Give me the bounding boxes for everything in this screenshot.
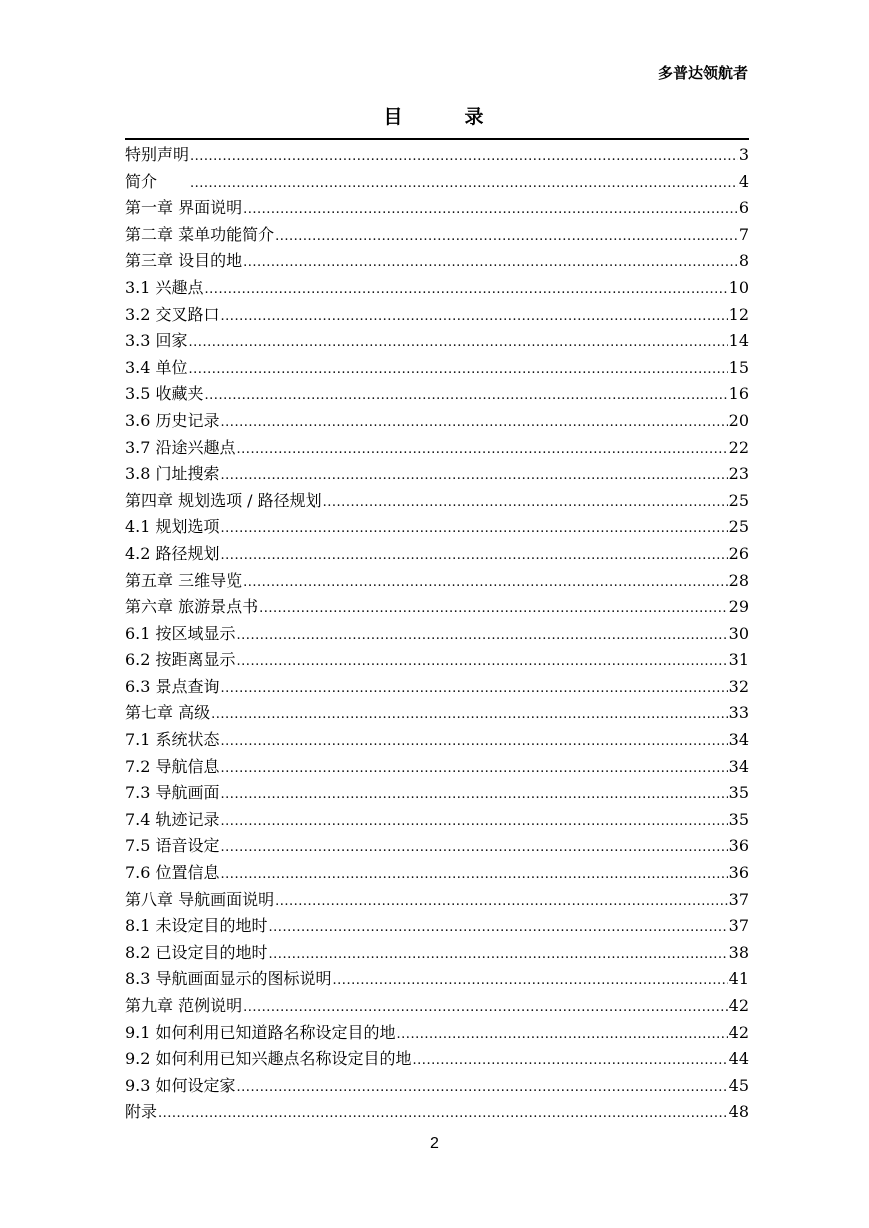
toc-entry[interactable] xyxy=(125,833,749,860)
toc-entry-title: 特别声明 xyxy=(125,145,190,164)
toc-leader-dots xyxy=(323,490,728,515)
toc-leader-dots xyxy=(237,649,728,674)
toc-entry-title: 第八章 导航画面说明 xyxy=(125,889,275,909)
toc-entry-title: 7.2 导航信息 xyxy=(125,756,220,776)
toc-entry[interactable] xyxy=(125,169,749,196)
toc-entry[interactable] xyxy=(125,887,749,914)
toc-entry-title: 9.1 如何利用已知道路名称设定目的地 xyxy=(125,1022,396,1042)
toc-entry[interactable] xyxy=(125,355,749,382)
toc-leader-dots xyxy=(221,756,728,781)
toc-entry-page: 26 xyxy=(728,543,749,563)
toc-leader-dots xyxy=(158,1101,728,1126)
toc-entry-page: 33 xyxy=(728,703,749,723)
toc-entry[interactable] xyxy=(125,1073,749,1100)
toc-leader-dots xyxy=(259,596,728,621)
toc-entry-title: 8.1 未设定目的地时 xyxy=(125,916,268,936)
running-header: 多普达领航者 xyxy=(657,64,748,82)
toc-entry-title: 7.1 系统状态 xyxy=(125,730,220,750)
toc-entry-page: 3 xyxy=(738,145,749,164)
toc-entry-page: 10 xyxy=(728,277,749,297)
toc-entry-page: 34 xyxy=(728,730,749,750)
toc-entry-title: 3.1 兴趣点 xyxy=(125,277,204,297)
toc-leader-dots xyxy=(269,942,728,967)
toc-entry-page: 42 xyxy=(728,996,749,1015)
toc-entry-title: 7.3 导航画面 xyxy=(125,783,220,803)
toc-leader-dots xyxy=(237,623,728,648)
toc-leader-dots xyxy=(413,1048,728,1073)
toc-entry[interactable] xyxy=(125,966,749,993)
toc-entry[interactable] xyxy=(125,142,749,169)
toc-entry-page: 30 xyxy=(728,623,749,643)
toc-entry-page: 14 xyxy=(728,331,749,351)
toc-entry-page: 35 xyxy=(728,783,749,803)
toc-entry-title: 3.2 交叉路口 xyxy=(125,304,220,324)
toc-entry-title: 第三章 设目的地 xyxy=(125,251,243,271)
toc-entry-page: 29 xyxy=(728,597,749,617)
toc-entry[interactable] xyxy=(125,328,749,355)
toc-entry-page: 36 xyxy=(728,863,749,883)
toc-leader-dots xyxy=(243,570,728,595)
toc-entry[interactable] xyxy=(125,993,749,1020)
toc-entry-title: 7.6 位置信息 xyxy=(125,863,220,883)
toc-entry[interactable] xyxy=(125,727,749,754)
toc-entry-title: 8.2 已设定目的地时 xyxy=(125,942,268,962)
toc-entry-title: 3.3 回家 xyxy=(125,331,188,351)
toc-entry[interactable] xyxy=(125,807,749,834)
toc-entry-page: 8 xyxy=(738,251,749,271)
toc-leader-dots xyxy=(237,437,728,462)
toc-leader-dots xyxy=(190,144,738,169)
toc-leader-dots xyxy=(211,702,728,727)
toc-entry-page: 44 xyxy=(728,1049,749,1069)
toc-title-right: 录 xyxy=(464,106,486,128)
toc-entry-title: 7.4 轨迹记录 xyxy=(125,809,220,829)
toc-entry-title: 6.1 按区域显示 xyxy=(125,623,236,643)
toc-leader-dots xyxy=(221,304,728,329)
toc-entry-page: 32 xyxy=(728,676,749,696)
toc-entry[interactable] xyxy=(125,647,749,674)
toc-entry-title: 简介 xyxy=(125,171,190,191)
toc-entry[interactable] xyxy=(125,674,749,701)
toc-entry-page: 25 xyxy=(728,490,749,510)
toc-entry[interactable] xyxy=(125,408,749,435)
toc-leader-dots xyxy=(275,889,728,914)
toc-entry[interactable] xyxy=(125,435,749,462)
toc-entry-page: 34 xyxy=(728,756,749,776)
toc-entry[interactable] xyxy=(125,621,749,648)
toc-entry-page: 41 xyxy=(728,969,749,989)
toc-entry-page: 35 xyxy=(728,809,749,829)
toc-entry[interactable] xyxy=(125,860,749,887)
toc-entry[interactable] xyxy=(125,780,749,807)
page-number: 2 xyxy=(430,1135,439,1152)
toc-entry[interactable] xyxy=(125,541,749,568)
toc-entry-title: 4.1 规划选项 xyxy=(125,517,220,537)
toc-title-left: 目 xyxy=(383,106,405,128)
toc-leader-dots xyxy=(397,1022,728,1047)
toc-leader-dots xyxy=(221,410,728,435)
toc-entry-title: 第七章 高级 xyxy=(125,703,211,723)
toc-entry-page: 16 xyxy=(728,384,749,404)
toc-title xyxy=(0,102,869,129)
toc-entry[interactable] xyxy=(125,514,749,541)
toc-leader-dots xyxy=(237,1075,728,1100)
toc-entry-title: 3.6 历史记录 xyxy=(125,410,220,430)
toc-entry-title: 8.3 导航画面显示的图标说明 xyxy=(125,969,332,989)
toc-entry[interactable] xyxy=(125,302,749,329)
toc-entry-title: 6.3 景点查询 xyxy=(125,676,220,696)
toc-leader-dots xyxy=(189,330,728,355)
toc-entry-page: 12 xyxy=(728,304,749,324)
toc-entry[interactable] xyxy=(125,940,749,967)
toc-entry[interactable] xyxy=(125,275,749,302)
toc-entry-title: 3.5 收藏夹 xyxy=(125,384,204,404)
toc-leader-dots xyxy=(243,250,738,275)
toc-entry-page: 36 xyxy=(728,836,749,856)
toc-leader-dots xyxy=(221,516,728,541)
toc-entry[interactable] xyxy=(125,1099,749,1126)
toc-entry-title: 3.7 沿途兴趣点 xyxy=(125,437,236,457)
toc-entry-title: 第九章 范例说明 xyxy=(125,996,243,1015)
toc-list xyxy=(125,142,749,1126)
toc-entry-title: 4.2 路径规划 xyxy=(125,543,220,563)
toc-entry[interactable] xyxy=(125,754,749,781)
toc-entry-page: 25 xyxy=(728,517,749,537)
toc-leader-dots xyxy=(221,729,728,754)
toc-entry-title: 第一章 界面说明 xyxy=(125,198,243,218)
toc-entry-page: 20 xyxy=(728,410,749,430)
toc-entry-page: 15 xyxy=(728,357,749,377)
toc-entry[interactable] xyxy=(125,913,749,940)
toc-leader-dots xyxy=(205,277,728,302)
toc-entry-title: 6.2 按距离显示 xyxy=(125,650,236,670)
toc-entry[interactable] xyxy=(125,1046,749,1073)
toc-entry[interactable] xyxy=(125,461,749,488)
toc-entry[interactable] xyxy=(125,248,749,275)
toc-leader-dots xyxy=(221,463,728,488)
toc-entry[interactable] xyxy=(125,700,749,727)
toc-entry-page: 42 xyxy=(728,1022,749,1042)
toc-entry-title: 第六章 旅游景点书 xyxy=(125,597,259,617)
toc-entry-page: 37 xyxy=(728,889,749,909)
toc-entry-title: 9.3 如何设定家 xyxy=(125,1075,236,1095)
toc-entry-title: 3.8 门址搜索 xyxy=(125,464,220,484)
toc-leader-dots xyxy=(221,835,728,860)
toc-entry-page: 23 xyxy=(728,464,749,484)
toc-entry-page: 22 xyxy=(728,437,749,457)
toc-leader-dots xyxy=(243,995,728,1020)
toc-entry-title: 第四章 规划选项 / 路径规划 xyxy=(125,490,322,510)
toc-leader-dots xyxy=(269,915,728,940)
toc-entry-title: 附录 xyxy=(125,1102,158,1122)
toc-entry[interactable] xyxy=(125,222,749,249)
toc-entry-title: 7.5 语音设定 xyxy=(125,836,220,856)
toc-entry-page: 6 xyxy=(738,198,749,218)
toc-entry-page: 38 xyxy=(728,942,749,962)
toc-leader-dots xyxy=(205,383,728,408)
toc-entry-page: 28 xyxy=(728,570,749,590)
toc-leader-dots xyxy=(221,809,728,834)
title-rule xyxy=(125,138,749,140)
toc-entry[interactable] xyxy=(125,594,749,621)
toc-leader-dots xyxy=(221,676,728,701)
toc-leader-dots xyxy=(221,543,728,568)
toc-leader-dots xyxy=(189,357,728,382)
toc-entry-title: 9.2 如何利用已知兴趣点名称设定目的地 xyxy=(125,1049,412,1069)
toc-entry[interactable] xyxy=(125,488,749,515)
toc-entry-page: 4 xyxy=(738,171,749,191)
toc-leader-dots xyxy=(333,968,728,993)
toc-entry-page: 7 xyxy=(738,224,749,244)
toc-entry[interactable] xyxy=(125,568,749,595)
toc-entry-title: 3.4 单位 xyxy=(125,357,188,377)
toc-entry-title: 第二章 菜单功能简介 xyxy=(125,224,275,244)
toc-leader-dots xyxy=(275,224,738,249)
toc-entry-page: 31 xyxy=(728,650,749,670)
toc-entry[interactable] xyxy=(125,1020,749,1047)
toc-leader-dots xyxy=(190,171,738,196)
toc-entry-page: 48 xyxy=(728,1102,749,1122)
toc-entry-title: 第五章 三维导览 xyxy=(125,570,243,590)
toc-entry[interactable] xyxy=(125,195,749,222)
toc-entry[interactable] xyxy=(125,381,749,408)
toc-leader-dots xyxy=(221,782,728,807)
toc-leader-dots xyxy=(243,197,738,222)
toc-leader-dots xyxy=(221,862,728,887)
toc-entry-page: 45 xyxy=(728,1075,749,1095)
toc-entry-page: 37 xyxy=(728,916,749,936)
